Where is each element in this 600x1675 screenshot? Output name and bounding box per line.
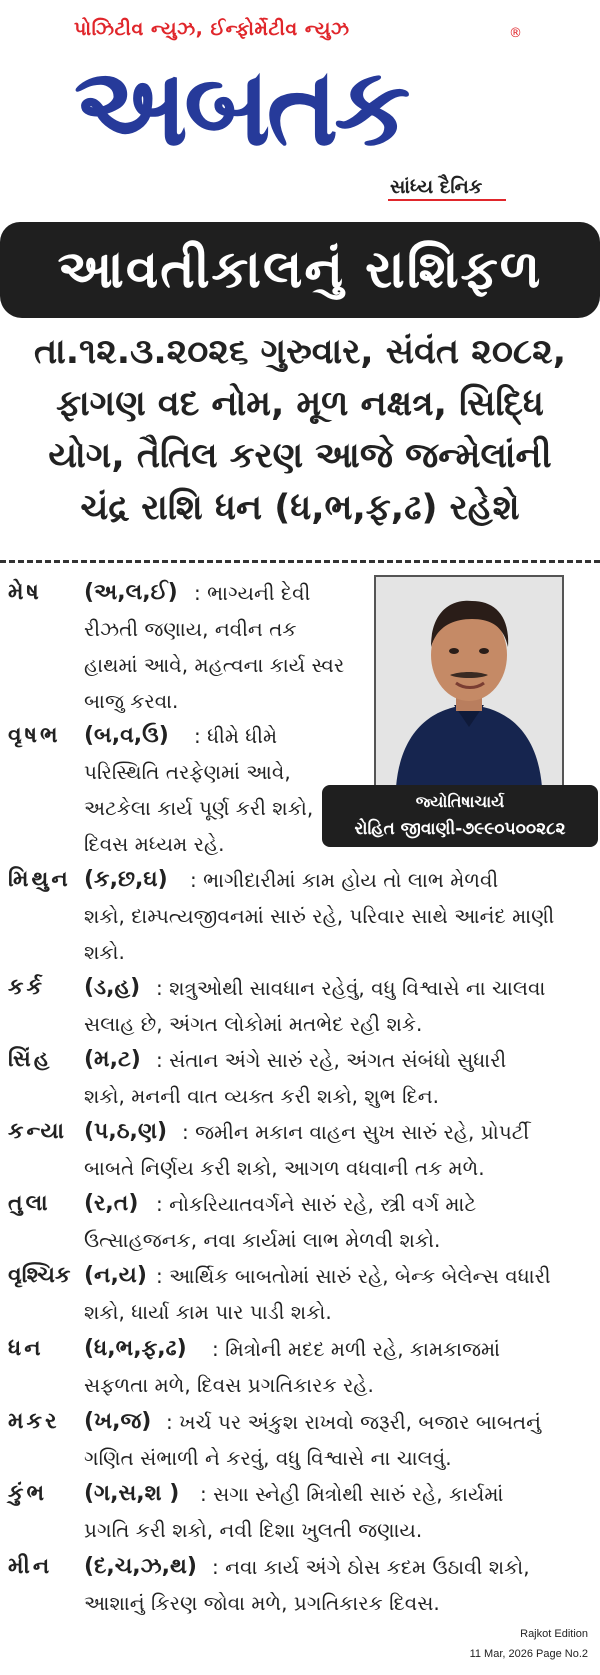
date-line: તા.૧૨.૩.૨૦૨૬ ગુરુવાર, સંવંત ૨૦૮૨, bbox=[33, 332, 567, 372]
rashi-text-line: અટકેલા કાર્ય પૂર્ણ કરી શકો, bbox=[84, 796, 314, 820]
rashi-text-line: સલાહ છે, અંગત લોકોમાં મતભેદ રહી શકે. bbox=[84, 1012, 423, 1036]
rashi-letters: (ખ,જ) bbox=[84, 1409, 152, 1434]
date-line: ફાગણ વદ નોમ, મૂળ નક્ષત્ર, સિદ્ધિ bbox=[56, 384, 544, 424]
rashi-text-line: : ભાગ્યની દેવી bbox=[194, 581, 311, 605]
portrait-image bbox=[376, 577, 562, 787]
masthead-subtitle: સાંધ્ય દૈનિક bbox=[390, 176, 483, 198]
rashi-name: સિંહ bbox=[8, 1047, 53, 1072]
rashi-letters: (દ,ચ,ઝ,થ) bbox=[84, 1554, 197, 1579]
rashi-name: તુલા bbox=[8, 1191, 51, 1216]
rashi-text-line: : જમીન મકાન વાહન સુખ સારું રહે, પ્રોપર્ટી bbox=[182, 1120, 530, 1144]
astrologer-photo bbox=[374, 575, 564, 789]
page-title: આવતીકાલનું રાશિફળ bbox=[57, 240, 543, 300]
rashi-text-line: : ધીમે ધીમે bbox=[194, 724, 278, 748]
rashi-name: મીન bbox=[8, 1554, 53, 1579]
rashi-letters: (પ,ઠ,ણ) bbox=[84, 1119, 168, 1144]
rashi-text-line: શકો. bbox=[84, 940, 125, 964]
rashi-letters: (ધ,ભ,ફ,ઢ) bbox=[84, 1336, 187, 1361]
rashi-name: વૃશ્ચિક bbox=[8, 1263, 71, 1288]
rashi-name: વૃષભ bbox=[8, 723, 61, 748]
date-block bbox=[12, 326, 588, 534]
date-line: યોગ, તૈતિલ કરણ આજે જન્મેલાંની bbox=[48, 436, 552, 476]
rashi-letters: (બ,વ,ઉ) bbox=[84, 723, 169, 748]
edition-label: Rajkot Edition bbox=[520, 1628, 588, 1640]
rashi-text-line: : શત્રુઓથી સાવધાન રહેવું, વધુ વિશ્વાસે ના ચાલવા bbox=[156, 976, 546, 1000]
astrologer-role: જ્યોતિષાચાર્ય bbox=[415, 792, 505, 811]
rashi-text-line: બાબતે નિર્ણય કરી શકો, આગળ વધવાની તક મળે. bbox=[84, 1156, 485, 1180]
rashi-text-line: સફળતા મળે, દિવસ પ્રગતિકારક રહે. bbox=[84, 1373, 374, 1397]
page-info: 11 Mar, 2026 Page No.2 bbox=[469, 1648, 588, 1660]
rashi-letters: (અ,લ,ઈ) bbox=[84, 580, 178, 605]
rashi-name: ધન bbox=[8, 1336, 44, 1361]
rashi-letters: (મ,ટ) bbox=[84, 1047, 141, 1072]
rashi-name: મકર bbox=[8, 1409, 60, 1434]
rashi-text-line: ગણિત સંભાળી ને કરવું, વધુ વિશ્વાસે ના ચાલવું. bbox=[84, 1446, 452, 1470]
rashi-name: કર્ક bbox=[8, 975, 46, 1000]
rashi-text-line: બાજુ કરવા. bbox=[84, 689, 179, 713]
rashi-letters: (ર,ત) bbox=[84, 1191, 139, 1216]
rashi-text-line: : ખર્ચ પર અંકુશ રાખવો જરૂરી, બજાર બાબતનું bbox=[166, 1410, 542, 1434]
rashi-name: કન્યા bbox=[8, 1119, 67, 1144]
rashi-letters: (ન,ય) bbox=[84, 1263, 147, 1288]
rashi-text-line: રીઝતી જણાય, નવીન તક bbox=[84, 617, 297, 641]
rashi-letters: (ક,છ,ઘ) bbox=[84, 867, 168, 892]
registered-mark: ® bbox=[509, 26, 522, 41]
astrologer-name: રોહિત જીવાણી-૭૯૯૦૫૦૦૨૮૨ bbox=[354, 819, 566, 839]
rashi-name: મેષ bbox=[8, 580, 42, 605]
rashi-text-line: : આર્થિક બાબતોમાં સારું રહે, બેન્ક બેલેન્સ વધારી bbox=[156, 1264, 551, 1288]
rashi-text-line: : ભાગીદારીમાં કામ હોય તો લાભ મેળવી bbox=[190, 868, 499, 892]
dashed-divider bbox=[0, 560, 600, 563]
rashi-text-line: : નવા કાર્ય અંગે ઠોસ કદમ ઉઠાવી શકો, bbox=[212, 1555, 530, 1579]
rashi-text-line: આશાનું કિરણ જોવા મળે, પ્રગતિકારક દિવસ. bbox=[84, 1591, 440, 1615]
rashi-text-line: ઉત્સાહજનક, નવા કાર્યમાં લાભ મેળવી શકો. bbox=[84, 1228, 441, 1252]
rashi-text-line: : મિત્રોની મદદ મળી રહે, કામકાજમાં bbox=[212, 1337, 501, 1361]
rashi-name: કુંભ bbox=[8, 1481, 48, 1506]
rashi-letters: (ડ,હ) bbox=[84, 975, 141, 1000]
subtitle-underline bbox=[388, 199, 506, 201]
date-line: ચંદ્ર રાશિ ધન (ધ,ભ,ફ,ઢ) રહેશે bbox=[80, 488, 520, 528]
rashi-text-line: શકો, દામ્પત્યજીવનમાં સારું રહે, પરિવાર સાથે આનંદ માણી bbox=[84, 904, 555, 928]
newspaper-logo: અબતક bbox=[74, 46, 407, 168]
rashi-text-line: દિવસ મધ્યમ રહે. bbox=[84, 832, 225, 856]
rashi-text-line: : સંતાન અંગે સારું રહે, અંગત સંબંધો સુધારી bbox=[156, 1048, 507, 1072]
rashi-text-line: : નોકરિયાતવર્ગને સારું રહે, સ્ત્રી વર્ગ માટે bbox=[156, 1192, 477, 1216]
rashi-name: મિથુન bbox=[8, 867, 71, 892]
rashi-text-line: શકો, મનની વાત વ્યક્ત કરી શકો, શુભ દિન. bbox=[84, 1084, 440, 1108]
rashi-text-line: પ્રગતિ કરી શકો, નવી દિશા ખુલતી જણાય. bbox=[84, 1518, 423, 1542]
rashi-text-line: હાથમાં આવે, મહત્વના કાર્ય સ્વર bbox=[84, 653, 345, 677]
rashi-text-line: શકો, ધાર્યા કામ પાર પાડી શકો. bbox=[84, 1300, 332, 1324]
masthead-tagline: પોઝિટીવ ન્યુઝ, ઈન્ફોર્મેટીવ ન્યુઝ bbox=[74, 18, 350, 40]
rashi-letters: (ગ,સ,શ ) bbox=[84, 1481, 180, 1506]
rashi-text-line: : સગા સ્નેહી મિત્રોથી સારું રહે, કાર્યમાં bbox=[200, 1482, 504, 1506]
rashi-text-line: પરિસ્થિતિ તરફેણમાં આવે, bbox=[84, 760, 291, 784]
